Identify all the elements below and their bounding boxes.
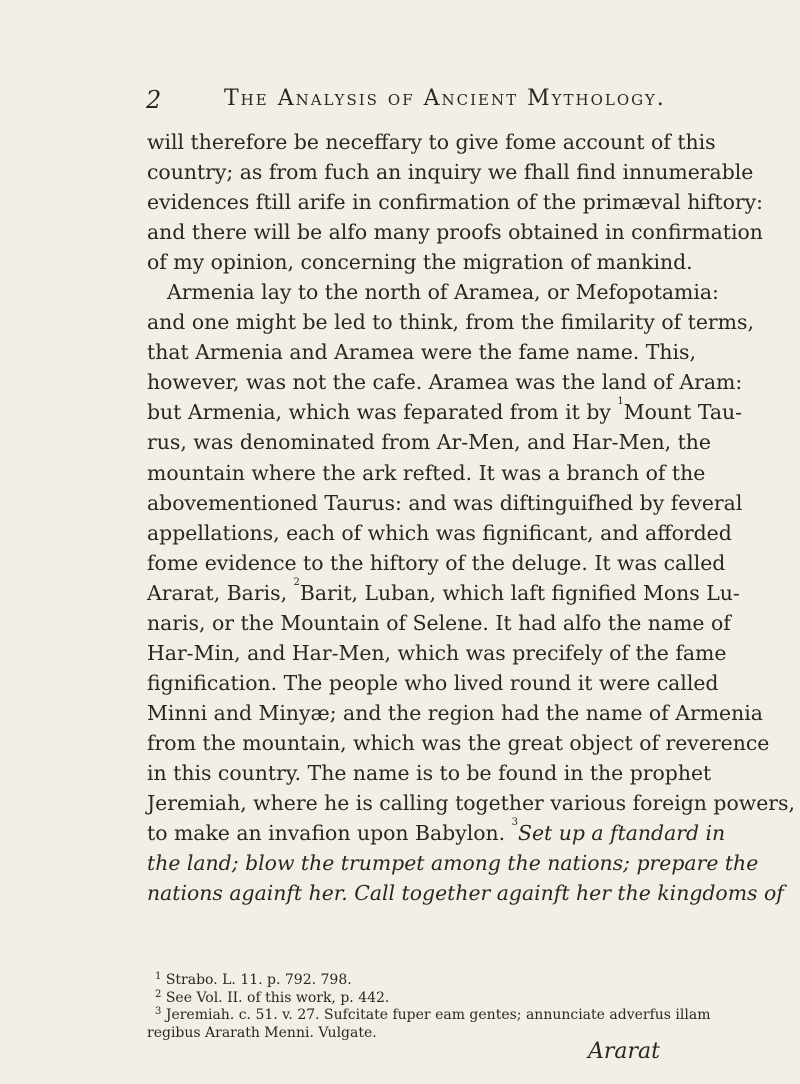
page-header — [146, 86, 666, 120]
text-line: that Armenia and Aramea were the fame name. This, — [147, 340, 696, 365]
footnote-ref: 1 — [617, 396, 624, 408]
text-line: fome evidence to the hiftory of the deluge. It was called — [147, 550, 726, 575]
text-line: rus, was denominated from Ar-Men, and Har-Men, the — [147, 430, 711, 455]
text-segment: Mount Tau- — [623, 400, 743, 425]
text-line: fignification. The people who lived round it were called — [147, 670, 719, 695]
text-line: will therefore be neceffary to give fome account of this — [147, 130, 716, 154]
text-segment: Ararat, Baris, — [147, 580, 288, 605]
text-line: however, was not the cafe. Aramea was the land of Aram: — [147, 370, 743, 395]
footnote-mark: 1 — [155, 971, 162, 982]
footnote-2 — [147, 990, 655, 1008]
footnote-1 — [147, 972, 655, 990]
footnote-mark: 2 — [155, 988, 162, 1000]
text-segment: but Armenia, which was feparated from it by — [147, 400, 611, 425]
text-line: mountain where the ark refted. It was a branch of the — [147, 460, 706, 485]
text-line: and one might be led to think, from the fimilarity of terms, — [147, 310, 754, 335]
text-line — [147, 576, 740, 608]
text-line: abovementioned Taurus: and was diftinguifhed by feveral — [147, 490, 743, 515]
text-segment: Barit, Luban, which laft fignified Mons Lu- — [299, 580, 740, 605]
text-line: Har-Min, and Har-Men, which was precifely of the fame — [147, 640, 727, 665]
page-number: 2 — [146, 86, 162, 114]
footnote-text: See Vol. II. of this work, p. 442. — [165, 989, 390, 1006]
footnote-text: Jeremiah. c. 51. v. 27. Sufcitate fuper eam gentes; annunciate adverfus illam — [165, 1007, 711, 1023]
body-text — [147, 127, 795, 908]
footnote-mark: 3 — [155, 1006, 162, 1017]
text-line: of my opinion, concerning the migration of mankind. — [147, 250, 693, 275]
footnote-ref: 3 — [511, 817, 518, 829]
text-line: Minni and Minyæ; and the region had the name of Armenia — [147, 700, 763, 725]
footnote-3-continuation: regibus Ararath Menni. Vulgate. — [147, 1024, 377, 1041]
text-line: from the mountain, which was the great object of reverence — [147, 730, 770, 755]
catchword: Ararat — [588, 1039, 660, 1064]
footnote-ref: 2 — [293, 576, 300, 588]
text-line — [147, 817, 726, 848]
quote-line: nations againft her. Call together againft her the kingdoms of — [147, 881, 784, 906]
text-line: country; as from fuch an inquiry we fhall find innumerable — [147, 160, 754, 185]
footnote-3 — [147, 1006, 711, 1025]
text-line — [147, 396, 743, 427]
footnote-text: Strabo. L. 11. p. 792. 798. — [165, 972, 352, 988]
quote-segment: Set up a ftandard in — [518, 821, 726, 846]
text-line: evidences ftill arife in confirmation of the primæval hiftory: — [147, 190, 764, 215]
text-line: Jeremiah, where he is calling together various foreign powers, — [147, 791, 795, 816]
text-segment: to make an invafion upon Babylon. — [147, 821, 506, 846]
footnotes — [147, 971, 711, 1042]
text-line: appellations, each of which was fignificant, and afforded — [147, 520, 732, 545]
running-title: The Analysis of Ancient Mythology. — [224, 86, 666, 111]
quote-line: the land; blow the trumpet among the nations; prepare the — [147, 851, 759, 876]
text-line: naris, or the Mountain of Selene. It had alfo the name of — [147, 610, 731, 635]
text-line: Armenia lay to the north of Aramea, or Mefopotamia: — [167, 280, 719, 305]
text-line: and there will be alfo many proofs obtained in confirmation — [147, 220, 763, 245]
text-line: in this country. The name is to be found in the prophet — [147, 760, 712, 785]
